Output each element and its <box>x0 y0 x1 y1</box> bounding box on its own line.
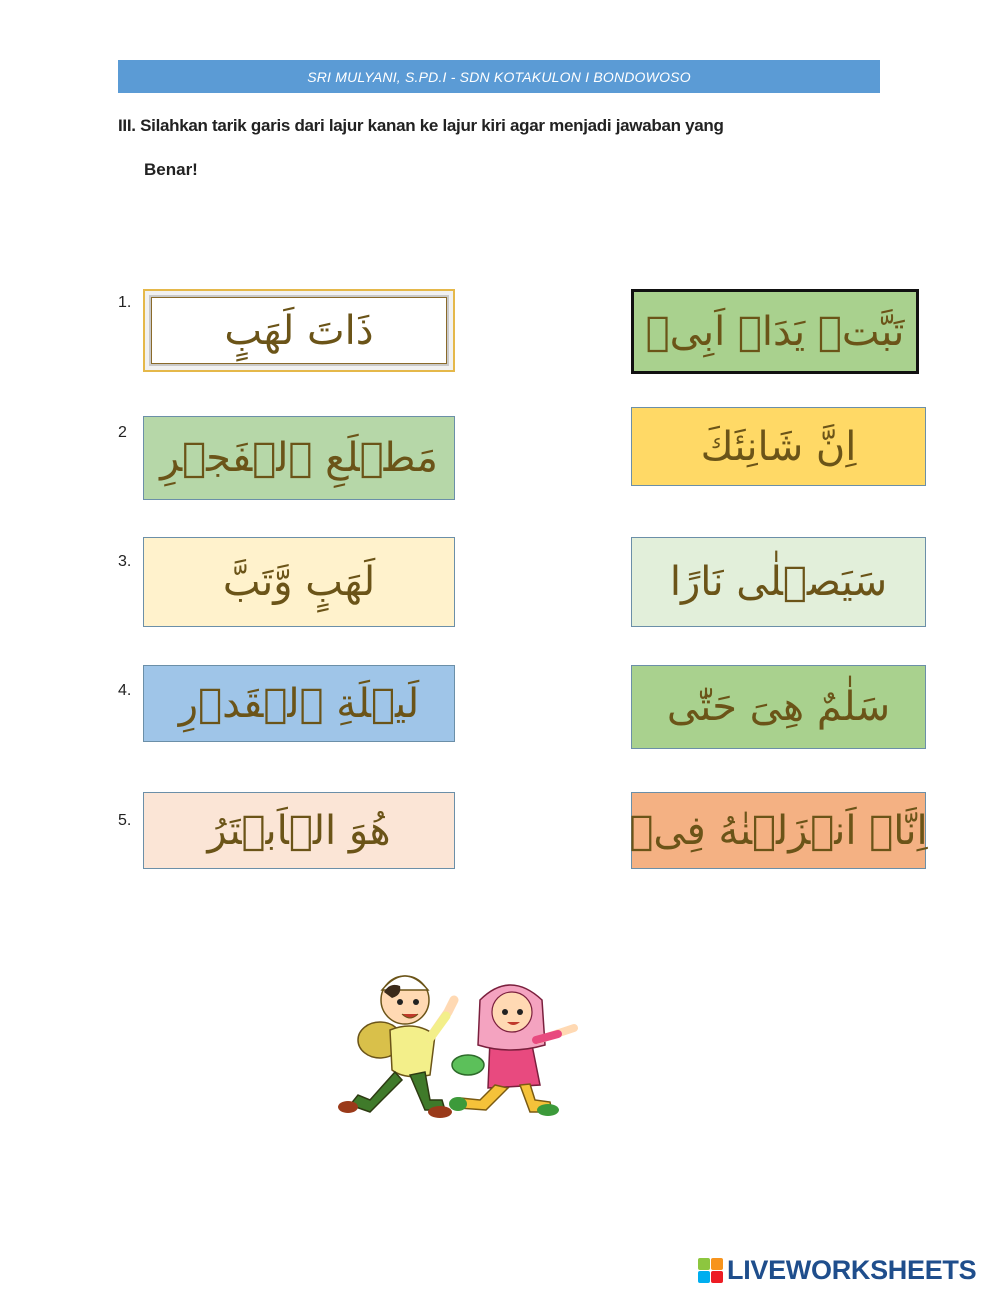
instruction-line-2: Benar! <box>144 160 198 179</box>
left-answer-text-1: ذَاتَ لَهَبٍ <box>224 307 374 354</box>
right-question-box-5[interactable] <box>631 792 926 869</box>
header-banner <box>118 60 880 93</box>
left-answer-box-5[interactable] <box>143 792 455 869</box>
two-children-running-illustration <box>330 960 595 1130</box>
left-answer-box-3[interactable] <box>143 537 455 627</box>
logo-square-3 <box>698 1271 710 1283</box>
right-question-box-4[interactable] <box>631 665 926 749</box>
boy-figure <box>338 976 454 1118</box>
item-number-2: 2 <box>118 424 127 441</box>
item-number-4: 4. <box>118 682 132 699</box>
left-answer-box-1[interactable] <box>143 289 455 372</box>
left-answer-text-3: لَهَبٍ وَّتَبَّ <box>222 559 376 605</box>
item-number-5: 5. <box>118 812 132 829</box>
header-text: SRI MULYANI, S.PD.I - SDN KOTAKULON I BONDOWOSO <box>307 68 691 85</box>
right-question-box-2[interactable] <box>631 407 926 486</box>
left-answer-box-4[interactable] <box>143 665 455 742</box>
right-question-text-5: اِنَّاۤ اَنۡزَلۡنٰهُ فِىۡ <box>629 807 928 854</box>
right-question-box-3[interactable] <box>631 537 926 627</box>
logo-square-1 <box>698 1258 710 1270</box>
instruction-line-1: III. Silahkan tarik garis dari lajur kanan ke lajur kiri agar menjadi jawaban yang <box>118 116 724 135</box>
right-question-text-2: اِنَّ شَانِئَكَ <box>700 423 857 470</box>
right-question-text-4: سَلٰمٌ هِىَ حَتّٰى <box>666 684 891 730</box>
liveworksheets-logo[interactable] <box>698 1253 976 1287</box>
girl-figure <box>449 985 574 1116</box>
right-question-text-1: تَبَّتۡ يَدَاۤ اَبِىۡ <box>645 308 905 355</box>
left-answer-text-5: هُوَ الۡاَبۡتَرُ <box>207 807 391 854</box>
item-number-3: 3. <box>118 553 132 570</box>
left-answer-text-4: لَيۡلَةِ ٱلۡقَدۡرِ <box>178 680 420 727</box>
left-answer-text-2: مَطۡلَعِ ٱلۡفَجۡرِ <box>160 435 438 481</box>
item-number-1: 1. <box>118 294 132 311</box>
logo-text: LIVEWORKSHEETS <box>727 1254 977 1285</box>
right-question-text-3: سَيَصۡلٰى نَارًا <box>669 559 888 605</box>
right-question-box-1[interactable] <box>631 289 919 374</box>
logo-mark-icon <box>698 1258 723 1283</box>
logo-square-2 <box>711 1258 723 1270</box>
logo-square-4 <box>711 1271 723 1283</box>
left-answer-box-2[interactable] <box>143 416 455 500</box>
